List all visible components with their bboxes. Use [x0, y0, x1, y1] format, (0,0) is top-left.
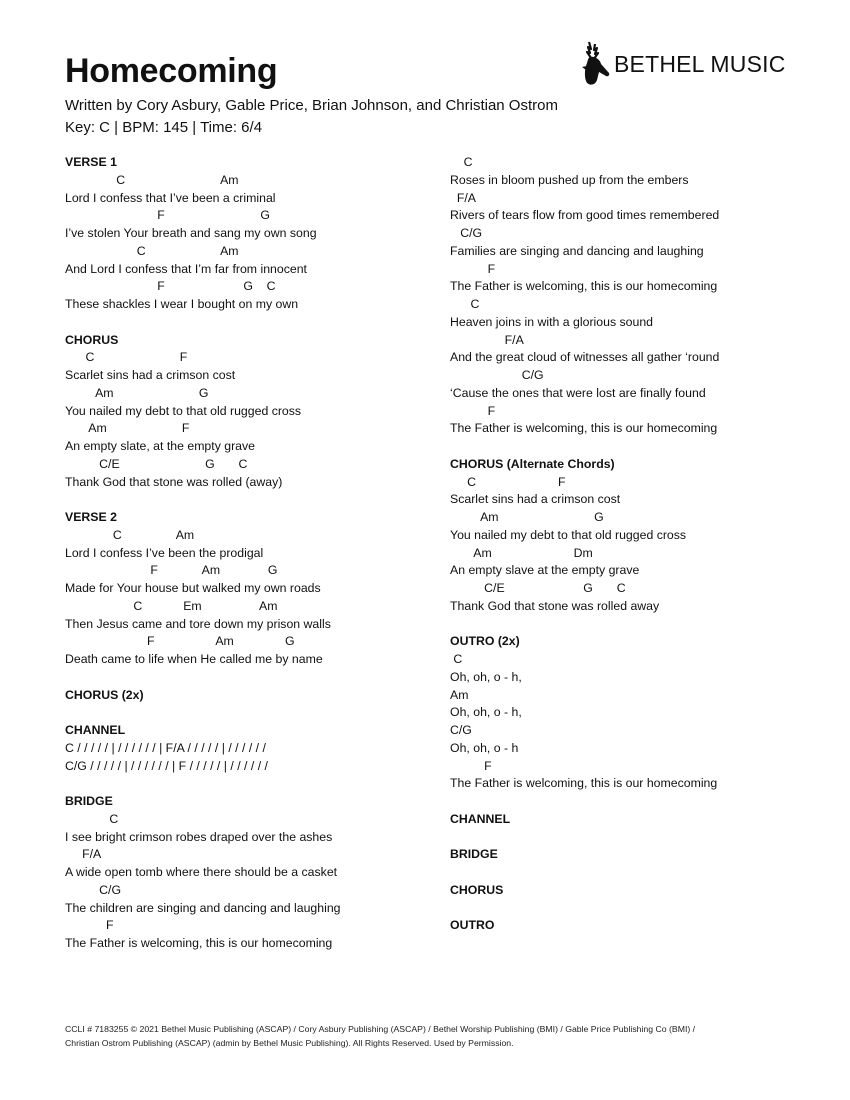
lyric-line: Oh, oh, o - h — [450, 740, 519, 755]
lyric-line: And Lord I confess that I’m far from innocent — [65, 261, 307, 276]
section-heading: BRIDGE — [65, 794, 113, 808]
chord-line: C/G — [450, 226, 483, 240]
chord-line: C Am — [65, 527, 195, 542]
chord-line: C Am — [65, 243, 239, 258]
section-heading: CHANNEL — [65, 723, 126, 737]
chord-line: C Am — [65, 172, 239, 187]
lyric-line: You nailed my debt to that old rugged cross — [450, 527, 687, 542]
chord-line: F/A — [65, 847, 102, 862]
chord-line: C — [450, 652, 463, 666]
blank-line — [450, 900, 830, 918]
lyric-line: Thank God that stone was rolled (away) — [65, 474, 283, 489]
lyric-line: Thank God that stone was rolled away — [450, 598, 660, 613]
lyric-line: Roses in bloom pushed up from the embers — [450, 172, 689, 187]
section-heading: CHORUS (Alternate Chords) — [450, 456, 615, 471]
chord-line: F G — [65, 208, 270, 223]
blank-line — [450, 438, 830, 456]
lyric-line: C/G — [450, 723, 472, 737]
chord-line: Am G — [450, 510, 604, 524]
section-heading: VERSE 2 — [65, 510, 117, 524]
section-heading: CHANNEL — [450, 811, 511, 826]
chord-line: F — [450, 758, 492, 773]
lyric-line: The Father is welcoming, this is our homecoming — [450, 421, 718, 436]
blank-line — [450, 829, 830, 847]
blank-line — [450, 793, 830, 811]
lyric-line: C / / / / / | / / / / / / | F/A / / / / / | / / / / / / — [65, 740, 266, 755]
lyric-line: Made for Your house but walked my own roads — [65, 581, 321, 595]
song-title: Homecoming — [65, 52, 278, 90]
section-heading: OUTRO (2x) — [450, 634, 520, 649]
chord-line: F Am G — [65, 634, 295, 649]
section-heading: CHORUS — [65, 332, 119, 347]
lyric-line: And the great cloud of witnesses all gather ‘round — [450, 350, 720, 365]
section-heading: CHORUS (2x) — [65, 687, 144, 702]
left-column — [65, 154, 445, 953]
lyric-line: The Father is welcoming, this is our homecoming — [450, 776, 718, 791]
lyric-line: You nailed my debt to that old rugged cross — [65, 403, 302, 418]
lyric-line: Am — [450, 687, 469, 702]
lyric-line: The children are singing and dancing and laughing — [65, 900, 341, 915]
lyric-line: Death came to life when He called me by name — [65, 652, 323, 666]
lyric-line: Scarlet sins had a crimson cost — [65, 368, 236, 382]
deer-head-icon — [578, 40, 612, 88]
bethel-music-logo — [578, 40, 786, 88]
right-column — [450, 154, 830, 935]
footer-line: Christian Ostrom Publishing (ASCAP) (admin by Bethel Music Publishing). All Rights Reserved. Used by Permission. — [65, 1038, 514, 1048]
chord-line: Am Dm — [450, 545, 593, 560]
chord-line: F/A — [450, 332, 524, 347]
section-heading: BRIDGE — [450, 847, 498, 862]
lyric-line: The Father is welcoming, this is our homecoming — [65, 936, 333, 950]
chord-line: F — [450, 403, 496, 418]
lyric-line: Heaven joins in with a glorious sound — [450, 314, 654, 329]
lyric-line: Scarlet sins had a crimson cost — [450, 492, 621, 507]
copyright-footer — [65, 1022, 785, 1050]
lyric-line: These shackles I wear I bought on my own — [65, 297, 299, 311]
song-meta: Key: C | BPM: 145 | Time: 6/4 — [65, 119, 263, 136]
lyric-line: An empty slave at the empty grave — [450, 563, 640, 578]
chord-line: F — [65, 918, 114, 933]
blank-line — [65, 491, 445, 509]
chord-line: C — [450, 155, 473, 169]
blank-line — [65, 669, 445, 687]
chord-line: F G C — [65, 279, 276, 294]
chord-line: Am G — [65, 385, 209, 400]
lyric-line: Families are singing and dancing and laughing — [450, 243, 704, 258]
lyric-line: I see bright crimson robes draped over the ashes — [65, 829, 333, 844]
song-writers: Written by Cory Asbury, Gable Price, Brian Johnson, and Christian Ostrom — [65, 97, 558, 114]
section-heading: VERSE 1 — [65, 155, 117, 169]
lyric-line: Oh, oh, o - h, — [450, 705, 522, 720]
blank-line — [65, 314, 445, 332]
chord-line: C F — [65, 350, 188, 365]
chord-line: Am F — [65, 421, 190, 436]
chord-line: C/G — [450, 368, 544, 382]
lyric-line: The Father is welcoming, this is our homecoming — [450, 279, 718, 294]
lyric-line: Lord I confess that I’ve been a criminal — [65, 190, 276, 205]
blank-line — [65, 775, 445, 793]
chord-line: C/E G C — [65, 456, 248, 471]
lyric-line: Oh, oh, o - h, — [450, 669, 522, 684]
footer-line: CCLI # 7183255 © 2021 Bethel Music Publishing (ASCAP) / Cory Asbury Publishing (ASCAP) / Bethel Worship Publishing (BMI) / Gable Price Publishing Co (BMI) / — [65, 1024, 696, 1034]
chord-line: C/G — [65, 882, 122, 897]
lyric-line: I’ve stolen Your breath and sang my own song — [65, 226, 317, 240]
chord-line: F Am G — [65, 563, 278, 578]
chord-line: C — [450, 297, 480, 311]
logo-text: BETHEL MUSIC — [614, 50, 786, 77]
chord-line: C F — [450, 474, 566, 489]
blank-line — [65, 704, 445, 722]
lyric-line: An empty slate, at the empty grave — [65, 439, 256, 453]
blank-line — [450, 864, 830, 882]
lyric-line: Lord I confess I’ve been the prodigal — [65, 545, 264, 560]
chord-line: F — [450, 261, 496, 276]
lyric-line: C/G / / / / / | / / / / / / | F / / / / / | / / / / / / — [65, 758, 268, 773]
chord-line: C Em Am — [65, 598, 278, 613]
chord-line: C — [65, 811, 119, 826]
blank-line — [450, 616, 830, 634]
chord-line: C/E G C — [450, 581, 626, 595]
lyric-line: ‘Cause the ones that were lost are finally found — [450, 385, 706, 400]
chord-line: F/A — [450, 190, 476, 205]
section-heading: CHORUS — [450, 882, 504, 897]
section-heading: OUTRO — [450, 918, 495, 933]
lyric-line: A wide open tomb where there should be a casket — [65, 865, 338, 879]
lyric-line: Then Jesus came and tore down my prison walls — [65, 616, 331, 631]
lyric-line: Rivers of tears flow from good times remembered — [450, 208, 720, 223]
